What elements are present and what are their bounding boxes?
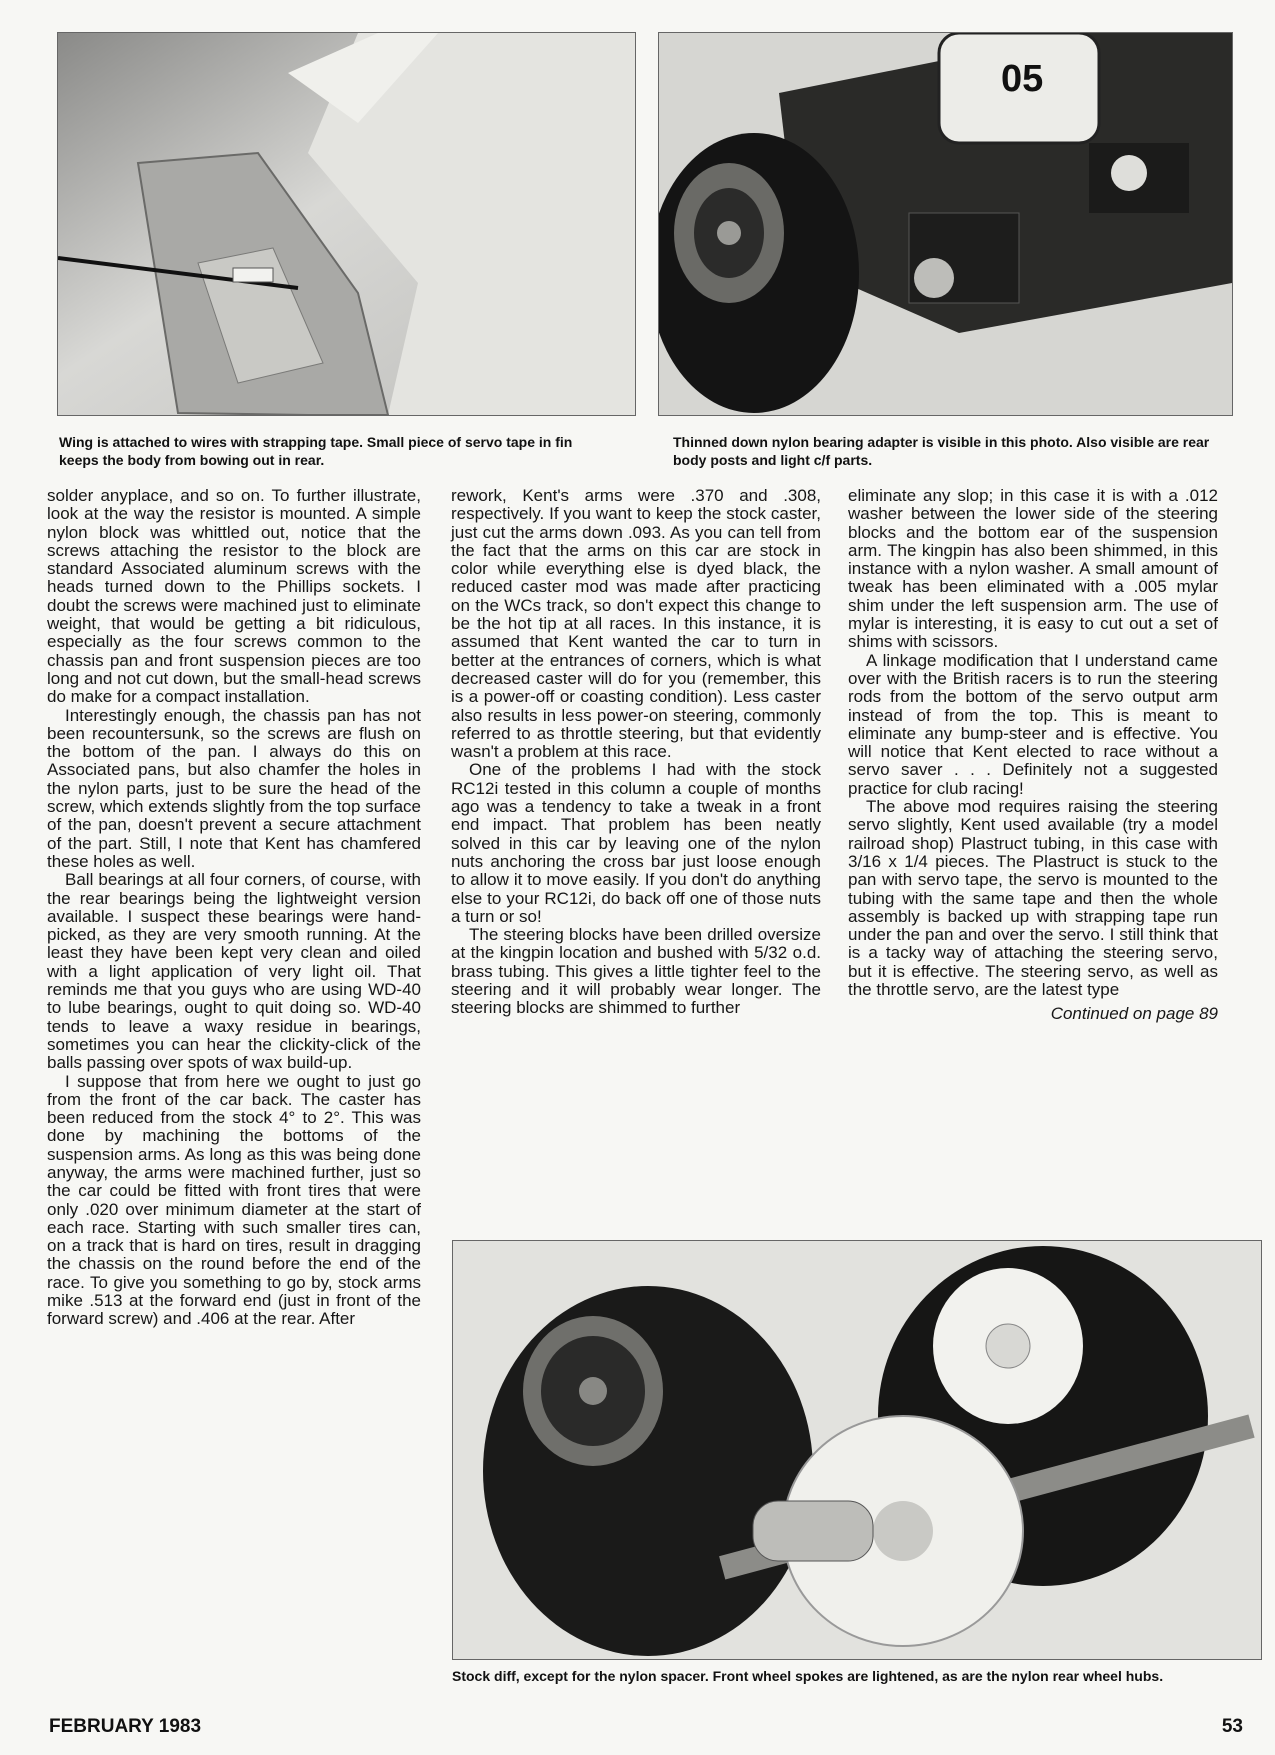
diff-photo-caption: Stock diff, except for the nylon spacer. Front wheel spokes are lightened, as are the nylon rear wheel hubs.: [452, 1668, 1164, 1684]
bearing-photo-caption: Thinned down nylon bearing adapter is visible in this photo. Also visible are rear body posts and light c/f parts.: [673, 434, 1210, 468]
paragraph: solder anyplace, and so on. To further illustrate, look at the way the resistor is mounted. A simple nylon block was whittled out, notice that the screws attaching the resistor to the block are standard Associated aluminum screws with the heads turned down to the Phillips sockets. I doubt the screws were machined just to eliminate weight, that would be getting a bit ridiculous, especially as the four screws common to the chassis pan and front suspension pieces are too long and not cut down, but the small-head screws do make for a compact installation.: [47, 486, 421, 707]
paragraph: One of the problems I had with the stock RC12i tested in this column a couple of months ago was a tendency to take a tweak in a front end impact. That problem has been neatly solved in this car by leaving one of the nylon nuts anchoring the cross bar just loose enough to allow it to move easily. If you don't do anything else to your RC12i, do back off one of those nuts a turn or so!: [451, 760, 821, 926]
diff-photo-image: [453, 1241, 1261, 1659]
bearing-photo-image: [659, 33, 1232, 415]
paragraph: rework, Kent's arms were .370 and .308, respectively. If you want to keep the stock caster, just cut the arms down .093. As you can tell from the fact that the arms on this car are stock in color while everything else is dyed black, the reduced caster mod was made after practicing on the WCs track, so don't expect this change to be the hot tip at all races. In this instance, it is assumed that Kent wanted the car to turn in better at the entrances of corners, which is what decreased caster will do for you (remember, this is a power-off or coasting condition). Less caster also results in less power-on steering, commonly referred to as throttle steering, but that evidently wasn't a problem at this race.: [451, 486, 821, 762]
page-number: 53: [1221, 1716, 1243, 1737]
paragraph: The above mod requires raising the steering servo slightly, Kent used available (try a model railroad shop) Plastruct tubing, in this case with 3/16 x 1/4 pieces. The Plastruct is stuck to the pan with servo tape, the servo is mounted to the tubing with the same tape and then the whole assembly is backed up with strapping tape run under the pan and over the servo. I still think that is a tacky way of attaching the steering servo, but it is effective. The steering servo, as well as the throttle servo, are the latest type: [848, 797, 1218, 1000]
diff-photo: [452, 1240, 1262, 1660]
paragraph: eliminate any slop; in this case it is with a .012 washer between the lower side of the steering blocks and the bottom ear of the suspension arm. The kingpin has also been shimmed, in this instance with a nylon washer. A small amount of tweak has been eliminated with a .005 mylar shim under the left suspension arm. The use of mylar is interesting, it is easy to cut out a set of shims with scissors.: [848, 486, 1218, 652]
column-left: [47, 487, 421, 1329]
paragraph: Interestingly enough, the chassis pan has not been recountersunk, so the screws are flush on the bottom of the pan. I always do this on Associated pans, but also chamfer the holes in the nylon parts, just to be sure the head of the screw, which extends slightly from the top surface of the pan, doesn't prevent a secure attachment of the part. Still, I note that Kent has chamfered these holes as well.: [47, 705, 421, 871]
motor-label: 05: [1001, 58, 1044, 100]
wing-photo-caption: Wing is attached to wires with strapping tape. Small piece of servo tape in fin keeps the body from bowing out in rear.: [59, 434, 573, 468]
continued-note: Continued on page 89: [1050, 1004, 1218, 1024]
paragraph: A linkage modification that I understand came over with the British racers is to run the steering rods from the bottom of the servo output arm instead of from the top. This is meant to eliminate any bump-steer and is effective. You will notice that Kent elected to race without a servo saver . . . Definitely not a suggested practice for club racing!: [848, 650, 1218, 798]
bearing-photo: [658, 32, 1233, 416]
wing-photo-image: [58, 33, 635, 415]
column-middle: [451, 487, 821, 1018]
issue-date: FEBRUARY 1983: [49, 1716, 202, 1737]
column-right: [848, 487, 1218, 1024]
wing-photo: [57, 32, 636, 416]
paragraph: Ball bearings at all four corners, of course, with the rear bearings being the lightweight version available. I suspect these bearings were hand-picked, as they are very smooth running. At the least they have been kept very clean and oiled with a light application of very light oil. That reminds me that you guys who are using WD-40 to lube bearings, ought to quit doing so. WD-40 tends to leave a waxy residue in bearings, sometimes you can hear the clickity-click of the balls passing over spots of wax build-up.: [47, 870, 421, 1073]
paragraph: I suppose that from here we ought to just go from the front of the car back. The caster has been reduced from the stock 4° to 2°. This was done by machining the bottoms of the suspension arms. As long as this was being done anyway, the arms were machined further, just so the car could be fitted with front tires that were only .020 over minimum diameter at the start of each race. Starting with such smaller tires can, on a track that is hard on tires, result in dragging the chassis on the round before the end of the race. To give you something to go by, stock arms mike .513 at the forward end (just in front of the forward screw) and .406 at the rear. After: [47, 1071, 421, 1329]
paragraph: The steering blocks have been drilled oversize at the kingpin location and bushed with 5/32 o.d. brass tubing. This gives a little tighter feel to the steering and it will probably wear longer. The steering blocks are shimmed to further: [451, 925, 821, 1018]
